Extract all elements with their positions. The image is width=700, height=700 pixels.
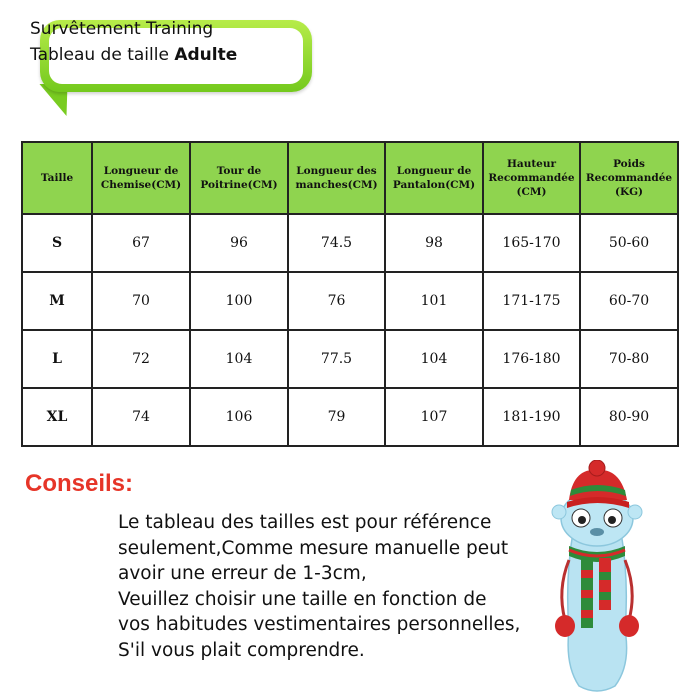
table-cell: 107 bbox=[385, 388, 483, 446]
table-cell: 104 bbox=[385, 330, 483, 388]
size-cell: XL bbox=[22, 388, 92, 446]
table-cell: 96 bbox=[190, 214, 288, 272]
title-line-2-prefix: Tableau de taille bbox=[30, 45, 169, 65]
table-cell: 60-70 bbox=[580, 272, 678, 330]
table-cell: 98 bbox=[385, 214, 483, 272]
header-cell: Longueur de Chemise(CM) bbox=[92, 142, 190, 214]
table-cell: 74.5 bbox=[288, 214, 385, 272]
table-cell: 80-90 bbox=[580, 388, 678, 446]
advice-line: Veuillez choisir une taille en fonction de bbox=[118, 588, 487, 610]
bubble-shine bbox=[286, 30, 296, 40]
advice-line: S'il vous plait comprendre. bbox=[118, 639, 365, 661]
table-cell: 70 bbox=[92, 272, 190, 330]
table-cell: 79 bbox=[288, 388, 385, 446]
conseils-heading: Conseils: bbox=[25, 470, 134, 497]
table-cell: 72 bbox=[92, 330, 190, 388]
size-cell: S bbox=[22, 214, 92, 272]
advice-line: seulement,Comme mesure manuelle peut bbox=[118, 537, 509, 559]
snowman-mascot-illustration bbox=[535, 460, 660, 696]
table-cell: 176-180 bbox=[483, 330, 580, 388]
title-line-2-bold: Adulte bbox=[174, 45, 238, 65]
advice-line: avoir une erreur de 1-3cm, bbox=[118, 563, 367, 584]
table-cell: 70-80 bbox=[580, 330, 678, 388]
table-cell: 171-175 bbox=[483, 272, 580, 330]
advice-line: Le tableau des tailles est pour référence bbox=[118, 512, 492, 533]
table-cell: 101 bbox=[385, 272, 483, 330]
advice-text bbox=[118, 510, 538, 663]
size-cell: M bbox=[22, 272, 92, 330]
table-row bbox=[22, 330, 678, 388]
header-cell: Hauteur Recommandée (CM) bbox=[483, 142, 580, 214]
header-cell: Longueur de Pantalon(CM) bbox=[385, 142, 483, 214]
table-cell: 165-170 bbox=[483, 214, 580, 272]
title-line-2 bbox=[30, 42, 237, 68]
header-cell: Poids Recommandée (KG) bbox=[580, 142, 678, 214]
title-line-1: Survêtement Training bbox=[30, 19, 214, 39]
table-cell: 77.5 bbox=[288, 330, 385, 388]
table-row bbox=[22, 272, 678, 330]
header-cell: Tour de Poitrine(CM) bbox=[190, 142, 288, 214]
header-cell: Longueur des manches(CM) bbox=[288, 142, 385, 214]
title-text bbox=[30, 16, 237, 68]
table-cell: 74 bbox=[92, 388, 190, 446]
advice-line: vos habitudes vestimentaires personnelles, bbox=[118, 614, 521, 635]
table-cell: 100 bbox=[190, 272, 288, 330]
table-cell: 76 bbox=[288, 272, 385, 330]
table-header-row bbox=[22, 142, 678, 214]
table-row bbox=[22, 388, 678, 446]
table-cell: 106 bbox=[190, 388, 288, 446]
table-cell: 104 bbox=[190, 330, 288, 388]
size-cell: L bbox=[22, 330, 92, 388]
table-cell: 50-60 bbox=[580, 214, 678, 272]
header-cell: Taille bbox=[22, 142, 92, 214]
table-row bbox=[22, 214, 678, 272]
table-cell: 181-190 bbox=[483, 388, 580, 446]
size-table bbox=[21, 141, 679, 447]
table-cell: 67 bbox=[92, 214, 190, 272]
